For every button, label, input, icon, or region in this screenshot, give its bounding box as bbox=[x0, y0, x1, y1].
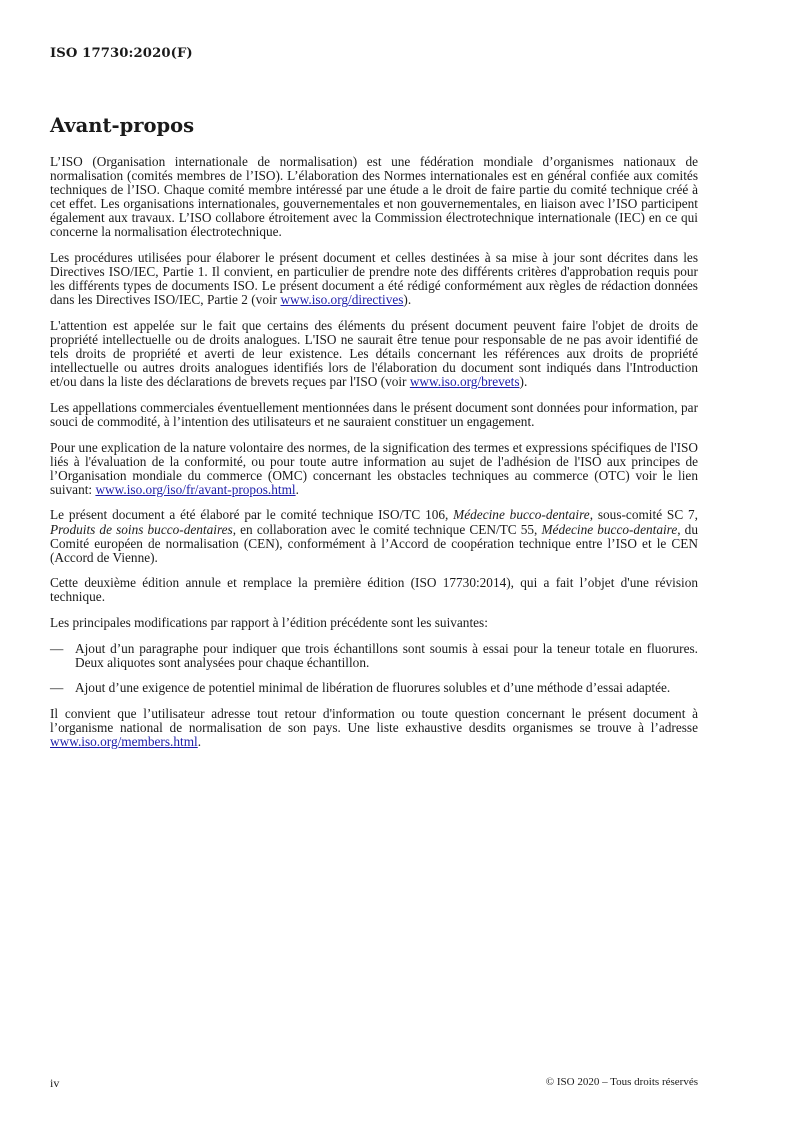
paragraph-feedback bbox=[50, 707, 698, 749]
paragraph-text: . bbox=[197, 734, 202, 750]
section-title: Avant-propos bbox=[50, 114, 195, 137]
foreword-body bbox=[50, 155, 698, 761]
paragraph-changes-intro: Les principales modifications par rapport à l’édition précédente sont les suivantes: bbox=[50, 615, 488, 631]
paragraph-text: ). bbox=[403, 292, 412, 308]
paragraph-text: Pour une explication de la nature volontaire des normes, de la signification des termes et expressions spécifiques de l'ISO liés à l'évaluation de la conformité, ou pour toute autre information au sujet de l'adhésion de l'ISO aux principes de l’Organisation mondiale du commerce (OMC) concernant les obstacles techniques au commerce (OTC) voir le lien suivant: bbox=[50, 439, 698, 497]
page-number: iv bbox=[50, 1076, 60, 1090]
list-item-text: Ajout d’un paragraphe pour indiquer que trois échantillons sont soumis à essai pour la teneur totale en fluorures. Deux aliquotes sont analysées pour chaque échantillon. bbox=[75, 640, 698, 670]
paragraph-edition: Cette deuxième édition annule et remplace la première édition (ISO 17730:2014), qui a fait l’objet d'une révision technique. bbox=[50, 575, 698, 605]
paragraph-iso-intro: L’ISO (Organisation internationale de normalisation) est une fédération mondiale d’organismes nationaux de normalisation (comités membres de l’ISO). L’élaboration des Normes internationales est en général confiée aux comités techniques de l’ISO. Chaque comité membre intéressé par une étude a le droit de faire partie du comité technique créé à cet effet. Les organisations internationales, gouvernementales et non gouvernementales, en liaison avec l’ISO participent également aux travaux. L’ISO collabore étroitement avec la Commission électrotechnique internationale (IEC) en ce qui concerne la normalisation électrotechnique. bbox=[50, 154, 698, 240]
paragraph-text: . bbox=[295, 481, 299, 497]
paragraph-patents bbox=[50, 319, 698, 389]
paragraph-text: Le présent document a été élaboré par le comité technique ISO/TC 106, bbox=[50, 507, 454, 523]
list-item bbox=[50, 642, 698, 670]
foreword-info-link[interactable]: www.iso.org/iso/fr/avant-propos.html bbox=[95, 481, 296, 497]
cen-committee-name: Médecine bucco-dentaire bbox=[541, 521, 678, 537]
paragraph-voluntary-nature bbox=[50, 441, 698, 497]
copyright-notice: © ISO 2020 – Tous droits réservés bbox=[545, 1076, 698, 1088]
list-item bbox=[50, 681, 698, 695]
paragraph-text: , sous-comité SC 7, bbox=[589, 507, 698, 523]
paragraph-text: Il convient que l’utilisateur adresse tout retour d'information ou toute question concernant le présent document à l’organisme national de normalisation de son pays. Une liste exhaustive desdits organismes se trouve à l’adresse bbox=[50, 705, 698, 735]
members-link[interactable]: www.iso.org/members.html bbox=[50, 734, 198, 750]
paragraph-text: ). bbox=[519, 374, 528, 390]
list-item-text: Ajout d’une exigence de potentiel minimal de libération de fluorures solubles et d’une méthode d’essai adaptée. bbox=[75, 680, 671, 696]
paragraph-committee bbox=[50, 508, 698, 564]
paragraph-text: , du Comité européen de normalisation (CEN), conformément à l’Accord de coopération technique entre l’ISO et le CEN (Accord de Vienne). bbox=[50, 521, 698, 565]
paragraph-trade-names: Les appellations commerciales éventuellement mentionnées dans le présent document sont données pour information, par souci de commodité, à l’intention des utilisateurs et ne sauraient constituer un engagement. bbox=[50, 399, 698, 429]
committee-name: Médecine bucco-dentaire bbox=[453, 507, 590, 523]
paragraph-text: Les procédures utilisées pour élaborer le présent document et celles destinées à sa mise à jour sont décrites dans les Directives ISO/IEC, Partie 1. Il convient, en particulier de prendre note des différents critères d'approbation requis pour les différents types de documents ISO. Le présent document a été rédigé conformément aux règles de rédaction données dans les Directives ISO/IEC, Partie 2 (voir bbox=[50, 250, 698, 308]
list-dash: — bbox=[50, 640, 64, 656]
patents-link[interactable]: www.iso.org/brevets bbox=[409, 374, 520, 390]
subcommittee-name: Produits de soins bucco-dentaires bbox=[50, 521, 233, 537]
paragraph-procedures bbox=[50, 251, 698, 307]
paragraph-text: L'attention est appelée sur le fait que certains des éléments du présent document peuvent faire l'objet de droits de propriété intellectuelle ou de droits analogues. L'ISO ne saurait être tenue pour responsable de ne pas avoir identifié de tels droits de propriété et averti de leur existence. Les détails concernant les références aux droits de propriété intellectuelle ou autres droits analogues identifiés lors de l'élaboration du document sont indiqués dans l'Introduction et/ou dans la liste des déclarations de brevets reçues par l'ISO (voir bbox=[50, 317, 698, 390]
paragraph-text: , en collaboration avec le comité technique CEN/TC 55, bbox=[232, 521, 542, 537]
list-dash: — bbox=[50, 680, 64, 696]
directives-link[interactable]: www.iso.org/directives bbox=[280, 292, 404, 308]
document-identifier: ISO 17730:2020(F) bbox=[50, 46, 193, 61]
